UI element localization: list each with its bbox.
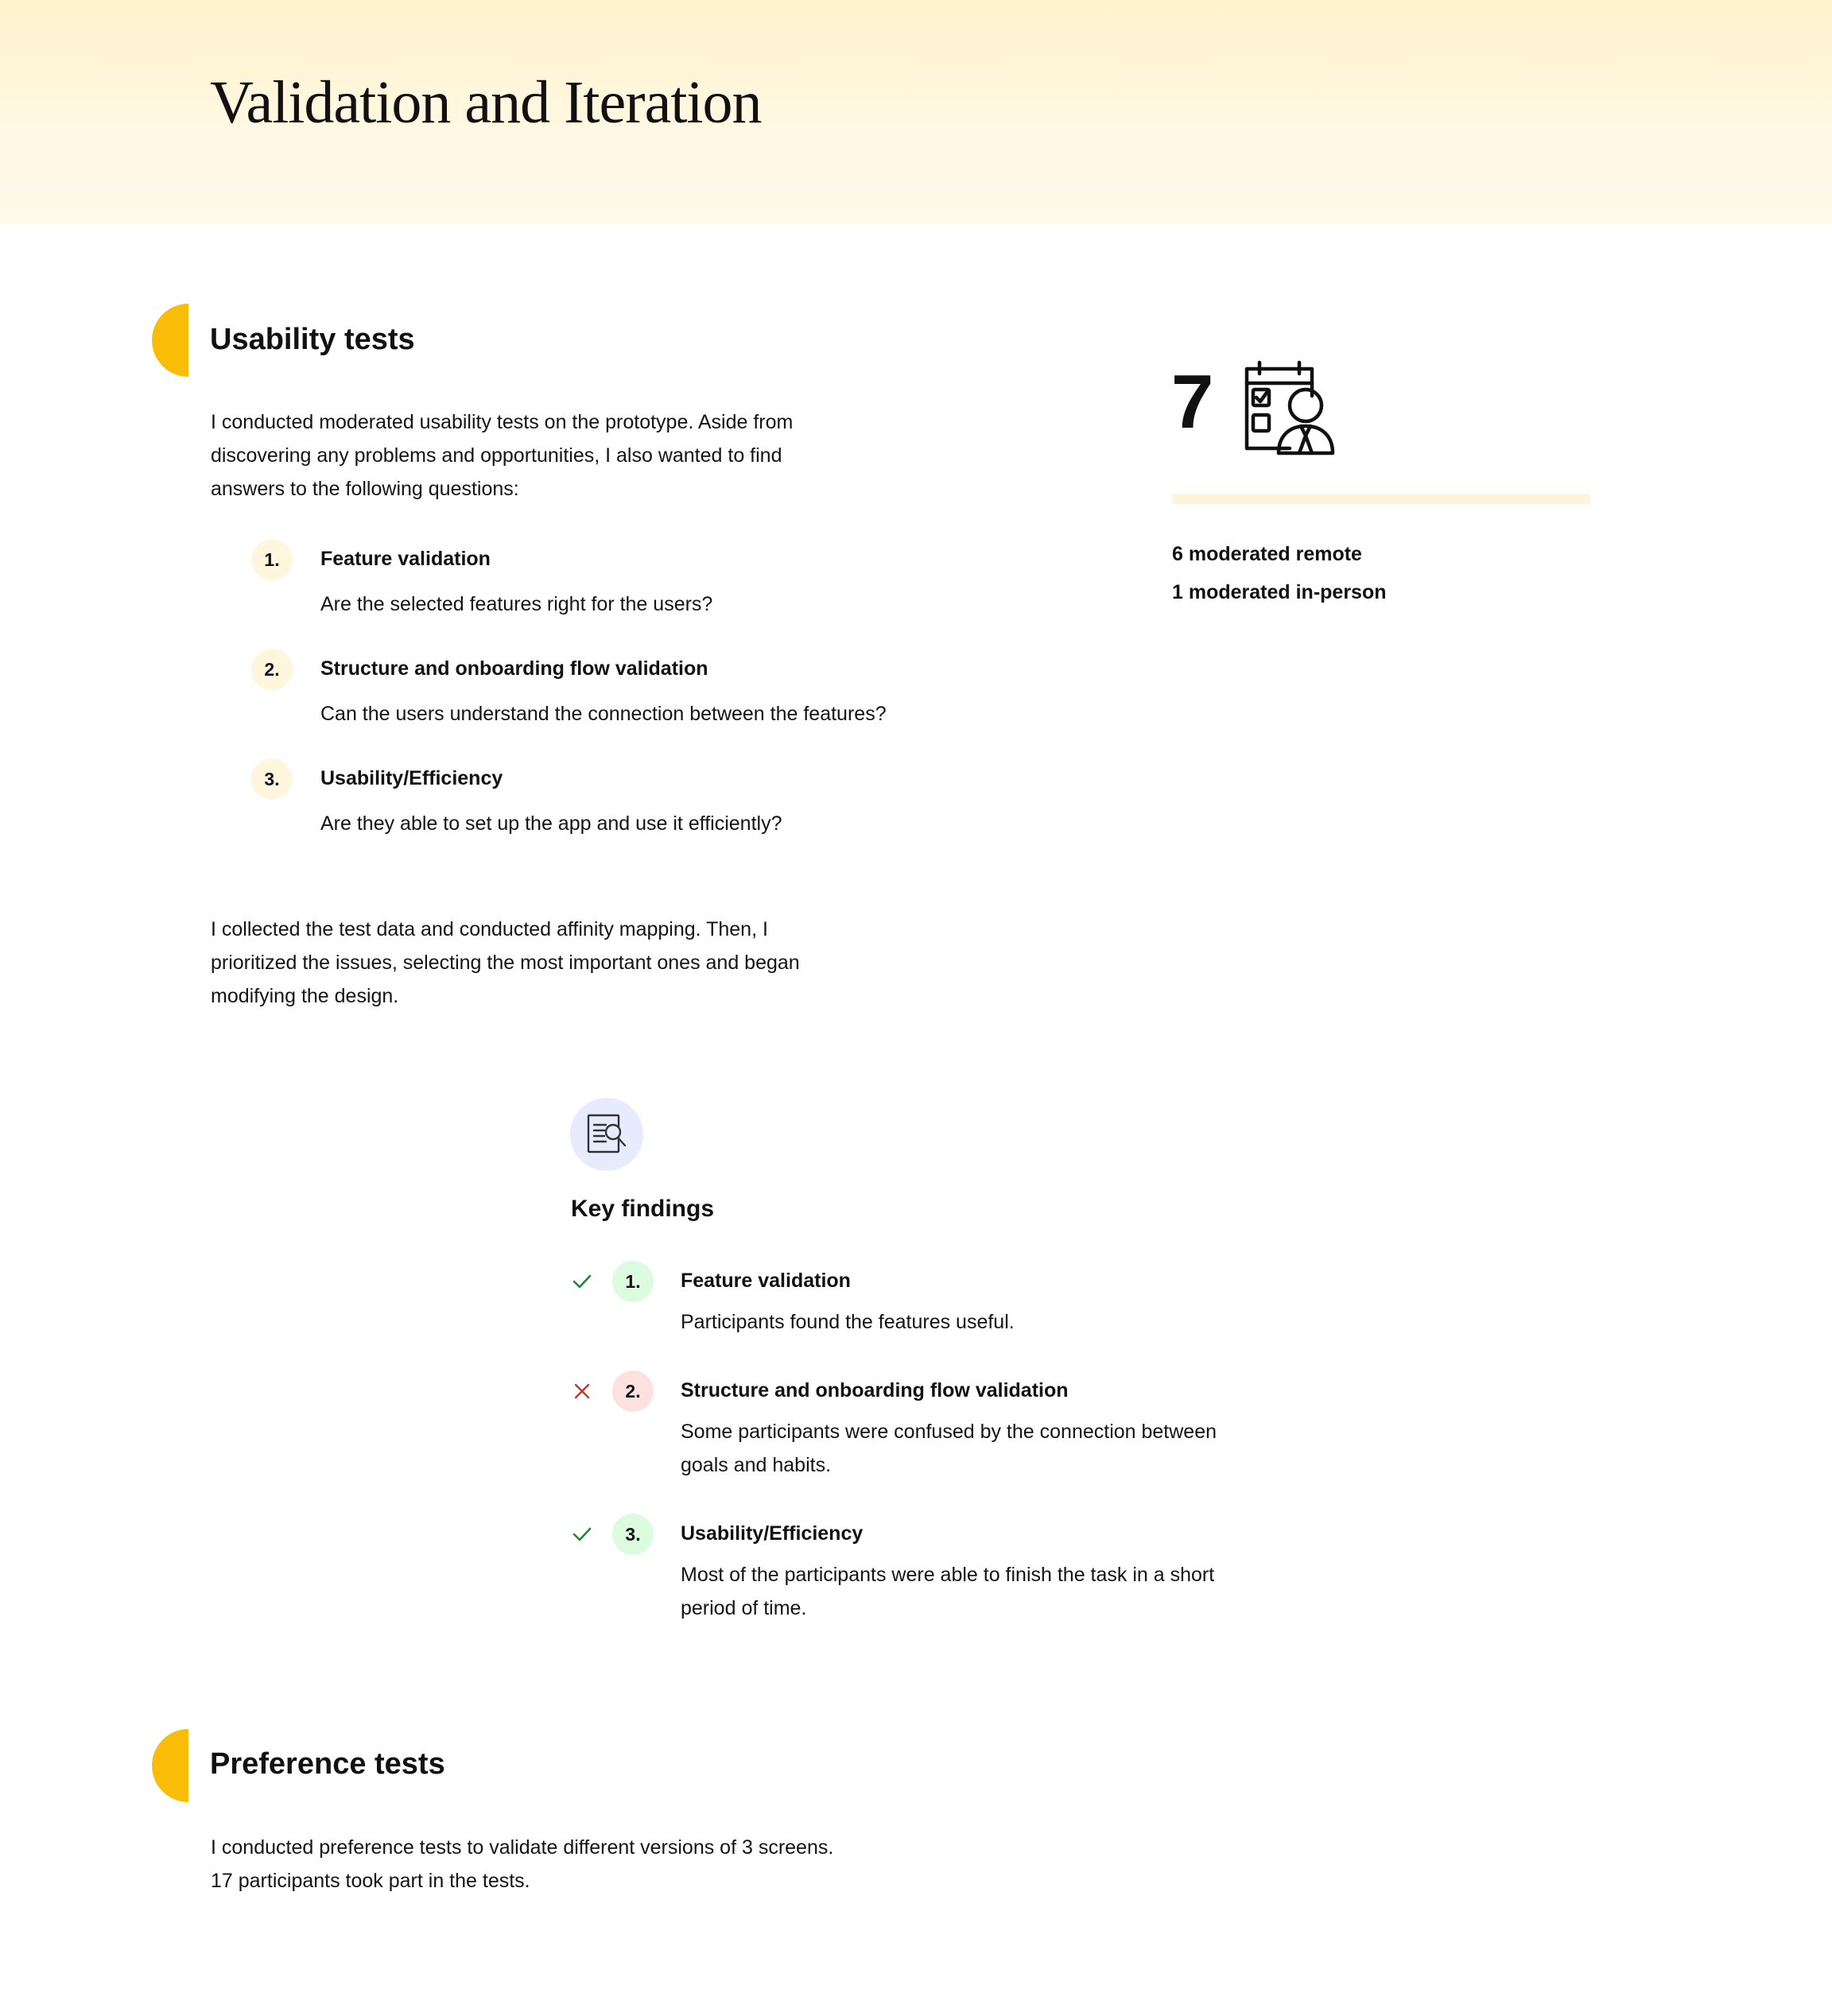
close-icon xyxy=(570,1382,594,1401)
check-icon xyxy=(570,1272,594,1291)
question-title: Feature validation xyxy=(320,548,491,570)
section-marker xyxy=(152,1729,188,1802)
finding-line: period of time. xyxy=(681,1597,807,1619)
intro-line: I conducted moderated usability tests on the prototype. Aside from xyxy=(211,411,794,433)
document-search-icon xyxy=(584,1111,630,1157)
section-marker xyxy=(152,304,188,377)
usability-outro xyxy=(211,913,1006,1013)
section-title-preference: Preference tests xyxy=(210,1747,445,1781)
finding-number: 3. xyxy=(612,1514,654,1555)
list-item xyxy=(210,758,1005,868)
check-icon xyxy=(570,1525,594,1544)
question-number: 1. xyxy=(251,539,293,580)
preference-line: 17 participants took part in the tests. xyxy=(211,1870,530,1892)
finding-line: Participants found the features useful. xyxy=(681,1311,1015,1333)
list-item xyxy=(570,1261,1286,1370)
finding-text xyxy=(681,1305,1285,1339)
list-item xyxy=(570,1370,1286,1514)
usability-intro xyxy=(211,405,1006,506)
hero-banner xyxy=(0,0,1832,224)
calendar-person-icon xyxy=(1242,359,1341,458)
section-title-usability: Usability tests xyxy=(210,323,415,356)
finding-line: goals and habits. xyxy=(681,1454,832,1476)
finding-title: Feature validation xyxy=(681,1270,851,1292)
stat-divider xyxy=(1172,494,1590,504)
question-number: 2. xyxy=(251,649,293,690)
outro-line: prioritized the issues, selecting the most important ones and began xyxy=(211,952,800,974)
intro-line: discovering any problems and opportunities, I also wanted to find xyxy=(211,444,782,467)
findings-title: Key findings xyxy=(571,1196,715,1222)
finding-text xyxy=(681,1415,1285,1482)
outro-line: I collected the test data and conducted affinity mapping. Then, I xyxy=(211,918,768,940)
participant-count: 7 xyxy=(1171,359,1214,444)
question-title: Structure and onboarding flow validation xyxy=(320,657,708,680)
list-item xyxy=(210,649,1005,758)
finding-title: Structure and onboarding flow validation xyxy=(681,1379,1069,1402)
finding-number: 1. xyxy=(612,1261,654,1302)
question-number: 3. xyxy=(251,758,293,800)
question-text: Can the users understand the connection between the features? xyxy=(320,703,887,725)
page-title: Validation and Iteration xyxy=(210,69,762,136)
findings-list xyxy=(570,1261,1286,1625)
stat-in-person: 1 moderated in-person xyxy=(1172,581,1387,603)
findings-badge xyxy=(570,1098,643,1171)
list-item xyxy=(570,1514,1286,1625)
finding-number: 2. xyxy=(612,1370,654,1412)
outro-line: modifying the design. xyxy=(211,985,399,1007)
question-text: Are the selected features right for the users? xyxy=(320,593,713,615)
intro-line: answers to the following questions: xyxy=(211,478,519,500)
list-item xyxy=(210,539,1005,649)
finding-title: Usability/Efficiency xyxy=(681,1522,864,1545)
finding-line: Some participants were confused by the connection between xyxy=(681,1421,1217,1443)
question-text: Are they able to set up the app and use it efficiently? xyxy=(320,812,782,835)
finding-line: Most of the participants were able to finish the task in a short xyxy=(681,1564,1215,1586)
preference-text xyxy=(211,1831,1165,1898)
question-list xyxy=(210,539,1005,868)
question-title: Usability/Efficiency xyxy=(320,767,503,789)
finding-text xyxy=(681,1558,1285,1625)
preference-line: I conducted preference tests to validate different versions of 3 screens. xyxy=(211,1836,834,1859)
stat-remote: 6 moderated remote xyxy=(1172,543,1362,565)
